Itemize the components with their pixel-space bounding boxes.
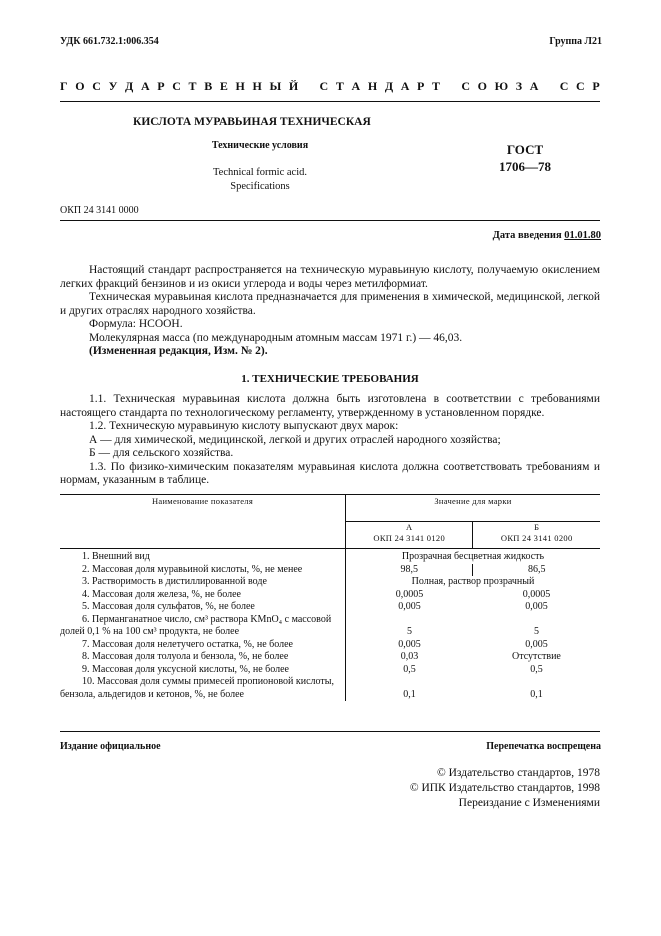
row-value-b: 0,1 — [530, 688, 543, 700]
english-title-line1: Technical formic acid. — [212, 167, 307, 178]
heading-letter: Р — [157, 79, 165, 93]
english-title — [180, 166, 340, 194]
heading-letter: О — [477, 79, 487, 93]
row-value-b: 0,0005 — [522, 588, 551, 600]
copyright-line: © ИПК Издательство стандартов, 1998 — [409, 782, 600, 794]
heading-letter: Т — [335, 79, 344, 93]
table-row — [60, 639, 600, 652]
table-row — [60, 614, 600, 639]
column-header-grade-a — [345, 522, 472, 549]
molecular-mass: Молекулярная масса (по международным атомным массам 1971 г.) — 46,03. — [89, 331, 463, 344]
intro-date-value: 01.01.80 — [564, 230, 601, 241]
row-name: 8. Массовая доля толуола и бензола, %, не более — [60, 651, 345, 664]
grade-b-okp: ОКП 24 3141 0200 — [500, 533, 573, 543]
row-value-b: 0,5 — [530, 663, 543, 675]
heading-letter: Р — [417, 79, 425, 93]
row-value-a: 0,0005 — [395, 588, 424, 600]
heading-letter: Т — [432, 79, 441, 93]
heading-letter: Е — [219, 79, 228, 93]
gost-designation — [480, 141, 570, 175]
table-row — [60, 676, 600, 701]
row-value-a: 0,005 — [398, 638, 421, 650]
heading-letter: Н — [367, 79, 378, 93]
document-subtitle: Технические условия — [211, 140, 309, 151]
grade-a-okp: ОКП 24 3141 0120 — [373, 533, 446, 543]
column-header-name: Наименование показателя — [60, 495, 345, 549]
heading-letter: С — [461, 79, 470, 93]
row-value-merged: Полная, раствор прозрачный — [411, 576, 535, 587]
heading-letter: Н — [252, 79, 262, 93]
heading-letter: Д — [384, 79, 394, 93]
row-name: 4. Массовая доля железа, %, не более — [60, 589, 345, 602]
amendment-note: (Измененная редакция, Изм. № 2). — [89, 345, 268, 357]
heading-letter: Д — [125, 79, 134, 93]
row-value-b: 5 — [533, 626, 539, 637]
heading-letter: С — [172, 79, 181, 93]
row-value-b: 0,005 — [525, 601, 548, 612]
footer-rule — [60, 731, 600, 732]
column-header-grade-b — [473, 522, 600, 549]
column-header-value: Значение для марки — [345, 495, 600, 522]
state-standard-heading — [60, 79, 600, 94]
grade-b-description: Б — для сельского хозяйства. — [89, 447, 234, 459]
table-row — [60, 549, 600, 564]
row-value-b: Отсутствие — [512, 651, 561, 662]
grade-b-label: Б — [534, 522, 540, 532]
heading-letter: Ы — [269, 79, 282, 93]
document-title: КИСЛОТА МУРАВЬИНАЯ ТЕХНИЧЕСКАЯ — [133, 116, 371, 128]
heading-letter: А — [400, 79, 410, 93]
clause-1-1: 1.1. Техническая муравьиная кислота должна быть изготовлена в соответствии с требованиями настоящего стандарта по технологическому регламенту, утвержденному в установленном порядке. — [60, 393, 600, 419]
row-name: 5. Массовая доля сульфатов, %, не более — [60, 601, 345, 614]
table-row — [60, 601, 600, 614]
heading-letter: С — [319, 79, 329, 93]
copyright-block — [410, 766, 600, 811]
reprint-prohibited: Перепечатка воспрещена — [486, 741, 601, 752]
heading-letter: Г — [60, 79, 68, 93]
heading-letter: А — [351, 79, 361, 93]
row-name: 9. Массовая доля уксусной кислоты, %, не более — [60, 664, 345, 677]
section1-text — [60, 393, 600, 488]
copyright-line: © Издательство стандартов, 1978 — [436, 767, 600, 779]
heading-letter: С — [576, 79, 585, 93]
heading-letter: Ю — [494, 79, 509, 93]
table-row — [60, 651, 600, 664]
row-name: 7. Массовая доля нелетучего остатка, %, не более — [60, 639, 345, 652]
row-value-a: 0,005 — [398, 601, 421, 612]
row-name: 3. Растворимость в дистиллированной воде — [60, 576, 345, 589]
row-value-b: 86,5 — [527, 563, 546, 575]
heading-letter: С — [92, 79, 101, 93]
group-code: Группа Л21 — [549, 36, 602, 47]
row-name: 10. Массовая доля суммы примесей пропионовой кислоты, бензола, альдегидов и кетонов, %, не более — [60, 676, 345, 701]
heading-letter: Й — [288, 79, 299, 93]
okp-rule — [60, 220, 600, 221]
table-row — [60, 589, 600, 602]
gost-number: 1706—78 — [499, 159, 551, 174]
heading-letter: В — [204, 79, 213, 93]
gost-label: ГОСТ — [506, 142, 544, 157]
row-name: 6. Перманганатное число, см³ раствора KMnO₄ с массовой долей 0,1 % на 100 см³ продукта, не более — [60, 614, 345, 639]
row-value-a: 0,03 — [400, 651, 419, 662]
row-value-merged: Прозрачная бесцветная жидкость — [401, 551, 545, 562]
intro-date — [493, 230, 601, 241]
table-row — [60, 564, 600, 577]
reissue-note: Переиздание с Изменениями — [458, 797, 600, 809]
row-value-a: 0,1 — [403, 688, 416, 700]
intro-text — [60, 264, 600, 359]
udk-code: УДК 661.732.1:006.354 — [60, 36, 159, 47]
row-value-a: 5 — [406, 626, 412, 637]
row-value-b: 0,005 — [525, 638, 548, 650]
heading-letter: Р — [592, 79, 600, 93]
requirements-table — [60, 494, 600, 701]
clause-1-3: 1.3. По физико-химическим показателям муравьиная кислота должна соответствовать требованиям и нормам, указанным в таблице. — [60, 460, 600, 486]
heading-letter: Н — [235, 79, 245, 93]
heading-letter: З — [515, 79, 523, 93]
top-rule — [60, 101, 600, 102]
heading-letter: У — [108, 79, 118, 93]
heading-letter: А — [140, 79, 150, 93]
clause-1-2: 1.2. Техническую муравьиную кислоту выпускают двух марок: — [89, 420, 399, 432]
heading-letter: А — [529, 79, 539, 93]
intro-date-label: Дата введения — [492, 230, 562, 241]
section-title: 1. ТЕХНИЧЕСКИЕ ТРЕБОВАНИЯ — [241, 373, 419, 385]
okp-code: ОКП 24 3141 0000 — [60, 205, 139, 216]
grade-a-label: А — [405, 522, 413, 532]
row-value-a: 0,5 — [403, 663, 416, 675]
row-name: 2. Массовая доля муравьиной кислоты, %, не менее — [60, 564, 345, 577]
heading-letter: О — [75, 79, 85, 93]
row-name: 1. Внешний вид — [60, 549, 345, 564]
row-value-a: 98,5 — [345, 564, 472, 577]
intro-paragraph: Техническая муравьиная кислота предназначается для применения в химической, медицинской, легкой и других отраслях народного хозяйства. — [60, 291, 600, 317]
official-edition: Издание официальное — [60, 741, 161, 752]
grade-a-description: А — для химической, медицинской, легкой и других отраслей народного хозяйства; — [89, 433, 501, 446]
heading-letter: Т — [188, 79, 197, 93]
intro-paragraph: Настоящий стандарт распространяется на техническую муравьиную кислоту, получаемую окислением легких фракций бензинов и из окиси углерода и воды через метилформиат. — [60, 264, 600, 290]
table-row — [60, 576, 600, 589]
table-row — [60, 664, 600, 677]
english-title-line2: Specifications — [230, 181, 290, 192]
formula: Формула: НСООН. — [89, 318, 183, 330]
heading-letter: С — [559, 79, 569, 93]
